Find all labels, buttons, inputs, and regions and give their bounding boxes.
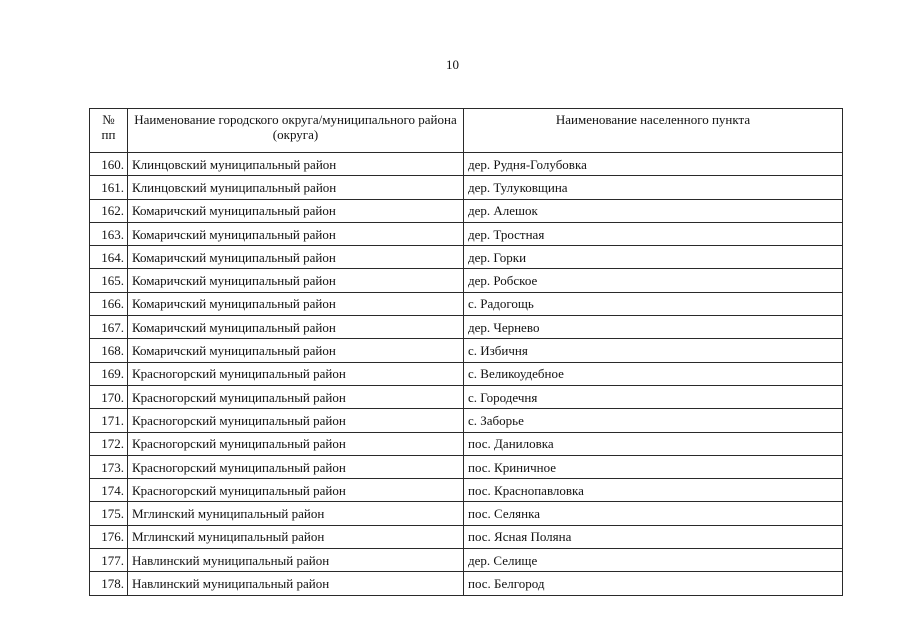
row-settlement: дер. Алешок (464, 199, 843, 222)
table-row (90, 269, 843, 292)
row-district: Клинцовский муниципальный район (128, 176, 464, 199)
settlements-table (89, 108, 843, 596)
row-number: 171. (90, 409, 128, 432)
row-district: Красногорский муниципальный район (128, 432, 464, 455)
row-district: Красногорский муниципальный район (128, 479, 464, 502)
row-district: Комаричский муниципальный район (128, 246, 464, 269)
row-number: 164. (90, 246, 128, 269)
row-district: Комаричский муниципальный район (128, 339, 464, 362)
row-district: Комаричский муниципальный район (128, 316, 464, 339)
row-settlement: пос. Краснопавловка (464, 479, 843, 502)
row-number: 166. (90, 292, 128, 315)
row-number: 172. (90, 432, 128, 455)
table-row (90, 525, 843, 548)
row-number: 168. (90, 339, 128, 362)
table-row (90, 153, 843, 176)
table-row (90, 246, 843, 269)
header-settlement: Наименование населенного пункта (464, 109, 843, 153)
row-number: 170. (90, 385, 128, 408)
table-row (90, 316, 843, 339)
row-number: 174. (90, 479, 128, 502)
row-number: 161. (90, 176, 128, 199)
row-settlement: пос. Белгород (464, 572, 843, 595)
row-settlement: пос. Криничное (464, 455, 843, 478)
table-row (90, 339, 843, 362)
row-settlement: дер. Черневo (464, 316, 843, 339)
table-row (90, 479, 843, 502)
row-number: 176. (90, 525, 128, 548)
row-settlement: пос. Даниловка (464, 432, 843, 455)
row-district: Навлинский муниципальный район (128, 572, 464, 595)
table-row (90, 432, 843, 455)
row-number: 177. (90, 549, 128, 572)
table-row (90, 199, 843, 222)
row-settlement: с. Заборье (464, 409, 843, 432)
row-settlement: дер. Рудня-Голубовка (464, 153, 843, 176)
row-settlement: с. Городечня (464, 385, 843, 408)
row-settlement: с. Радогощь (464, 292, 843, 315)
row-district: Красногорский муниципальный район (128, 362, 464, 385)
row-settlement: дер. Селище (464, 549, 843, 572)
row-number: 163. (90, 222, 128, 245)
row-district: Мглинский муниципальный район (128, 502, 464, 525)
row-district: Красногорский муниципальный район (128, 385, 464, 408)
row-settlement: с. Избичня (464, 339, 843, 362)
row-settlement: дер. Робское (464, 269, 843, 292)
table-body (90, 153, 843, 596)
row-district: Комаричский муниципальный район (128, 222, 464, 245)
row-number: 167. (90, 316, 128, 339)
row-settlement: с. Великоудебное (464, 362, 843, 385)
table-row (90, 409, 843, 432)
row-district: Клинцовский муниципальный район (128, 153, 464, 176)
row-settlement: дер. Горки (464, 246, 843, 269)
table-row (90, 362, 843, 385)
table-row (90, 385, 843, 408)
row-district: Красногорский муниципальный район (128, 409, 464, 432)
table-row (90, 176, 843, 199)
row-district: Мглинский муниципальный район (128, 525, 464, 548)
table-row (90, 455, 843, 478)
table-row (90, 292, 843, 315)
table-row (90, 222, 843, 245)
row-district: Комаричский муниципальный район (128, 292, 464, 315)
row-number: 160. (90, 153, 128, 176)
table-row (90, 549, 843, 572)
row-settlement: дер. Тростная (464, 222, 843, 245)
header-district: Наименование городского округа/муниципального района (округа) (128, 109, 464, 153)
table-header (90, 109, 843, 153)
header-row (90, 109, 843, 153)
row-number: 173. (90, 455, 128, 478)
row-settlement: пос. Селянка (464, 502, 843, 525)
row-number: 175. (90, 502, 128, 525)
row-district: Комаричский муниципальный район (128, 199, 464, 222)
row-district: Комаричский муниципальный район (128, 269, 464, 292)
row-number: 162. (90, 199, 128, 222)
row-number: 169. (90, 362, 128, 385)
row-settlement: дер. Тулуковщина (464, 176, 843, 199)
row-district: Красногорский муниципальный район (128, 455, 464, 478)
table-row (90, 502, 843, 525)
header-num: № пп (90, 109, 128, 153)
row-district: Навлинский муниципальный район (128, 549, 464, 572)
row-number: 165. (90, 269, 128, 292)
row-number: 178. (90, 572, 128, 595)
row-settlement: пос. Ясная Поляна (464, 525, 843, 548)
page-number: 10 (446, 57, 459, 72)
table-row (90, 572, 843, 595)
